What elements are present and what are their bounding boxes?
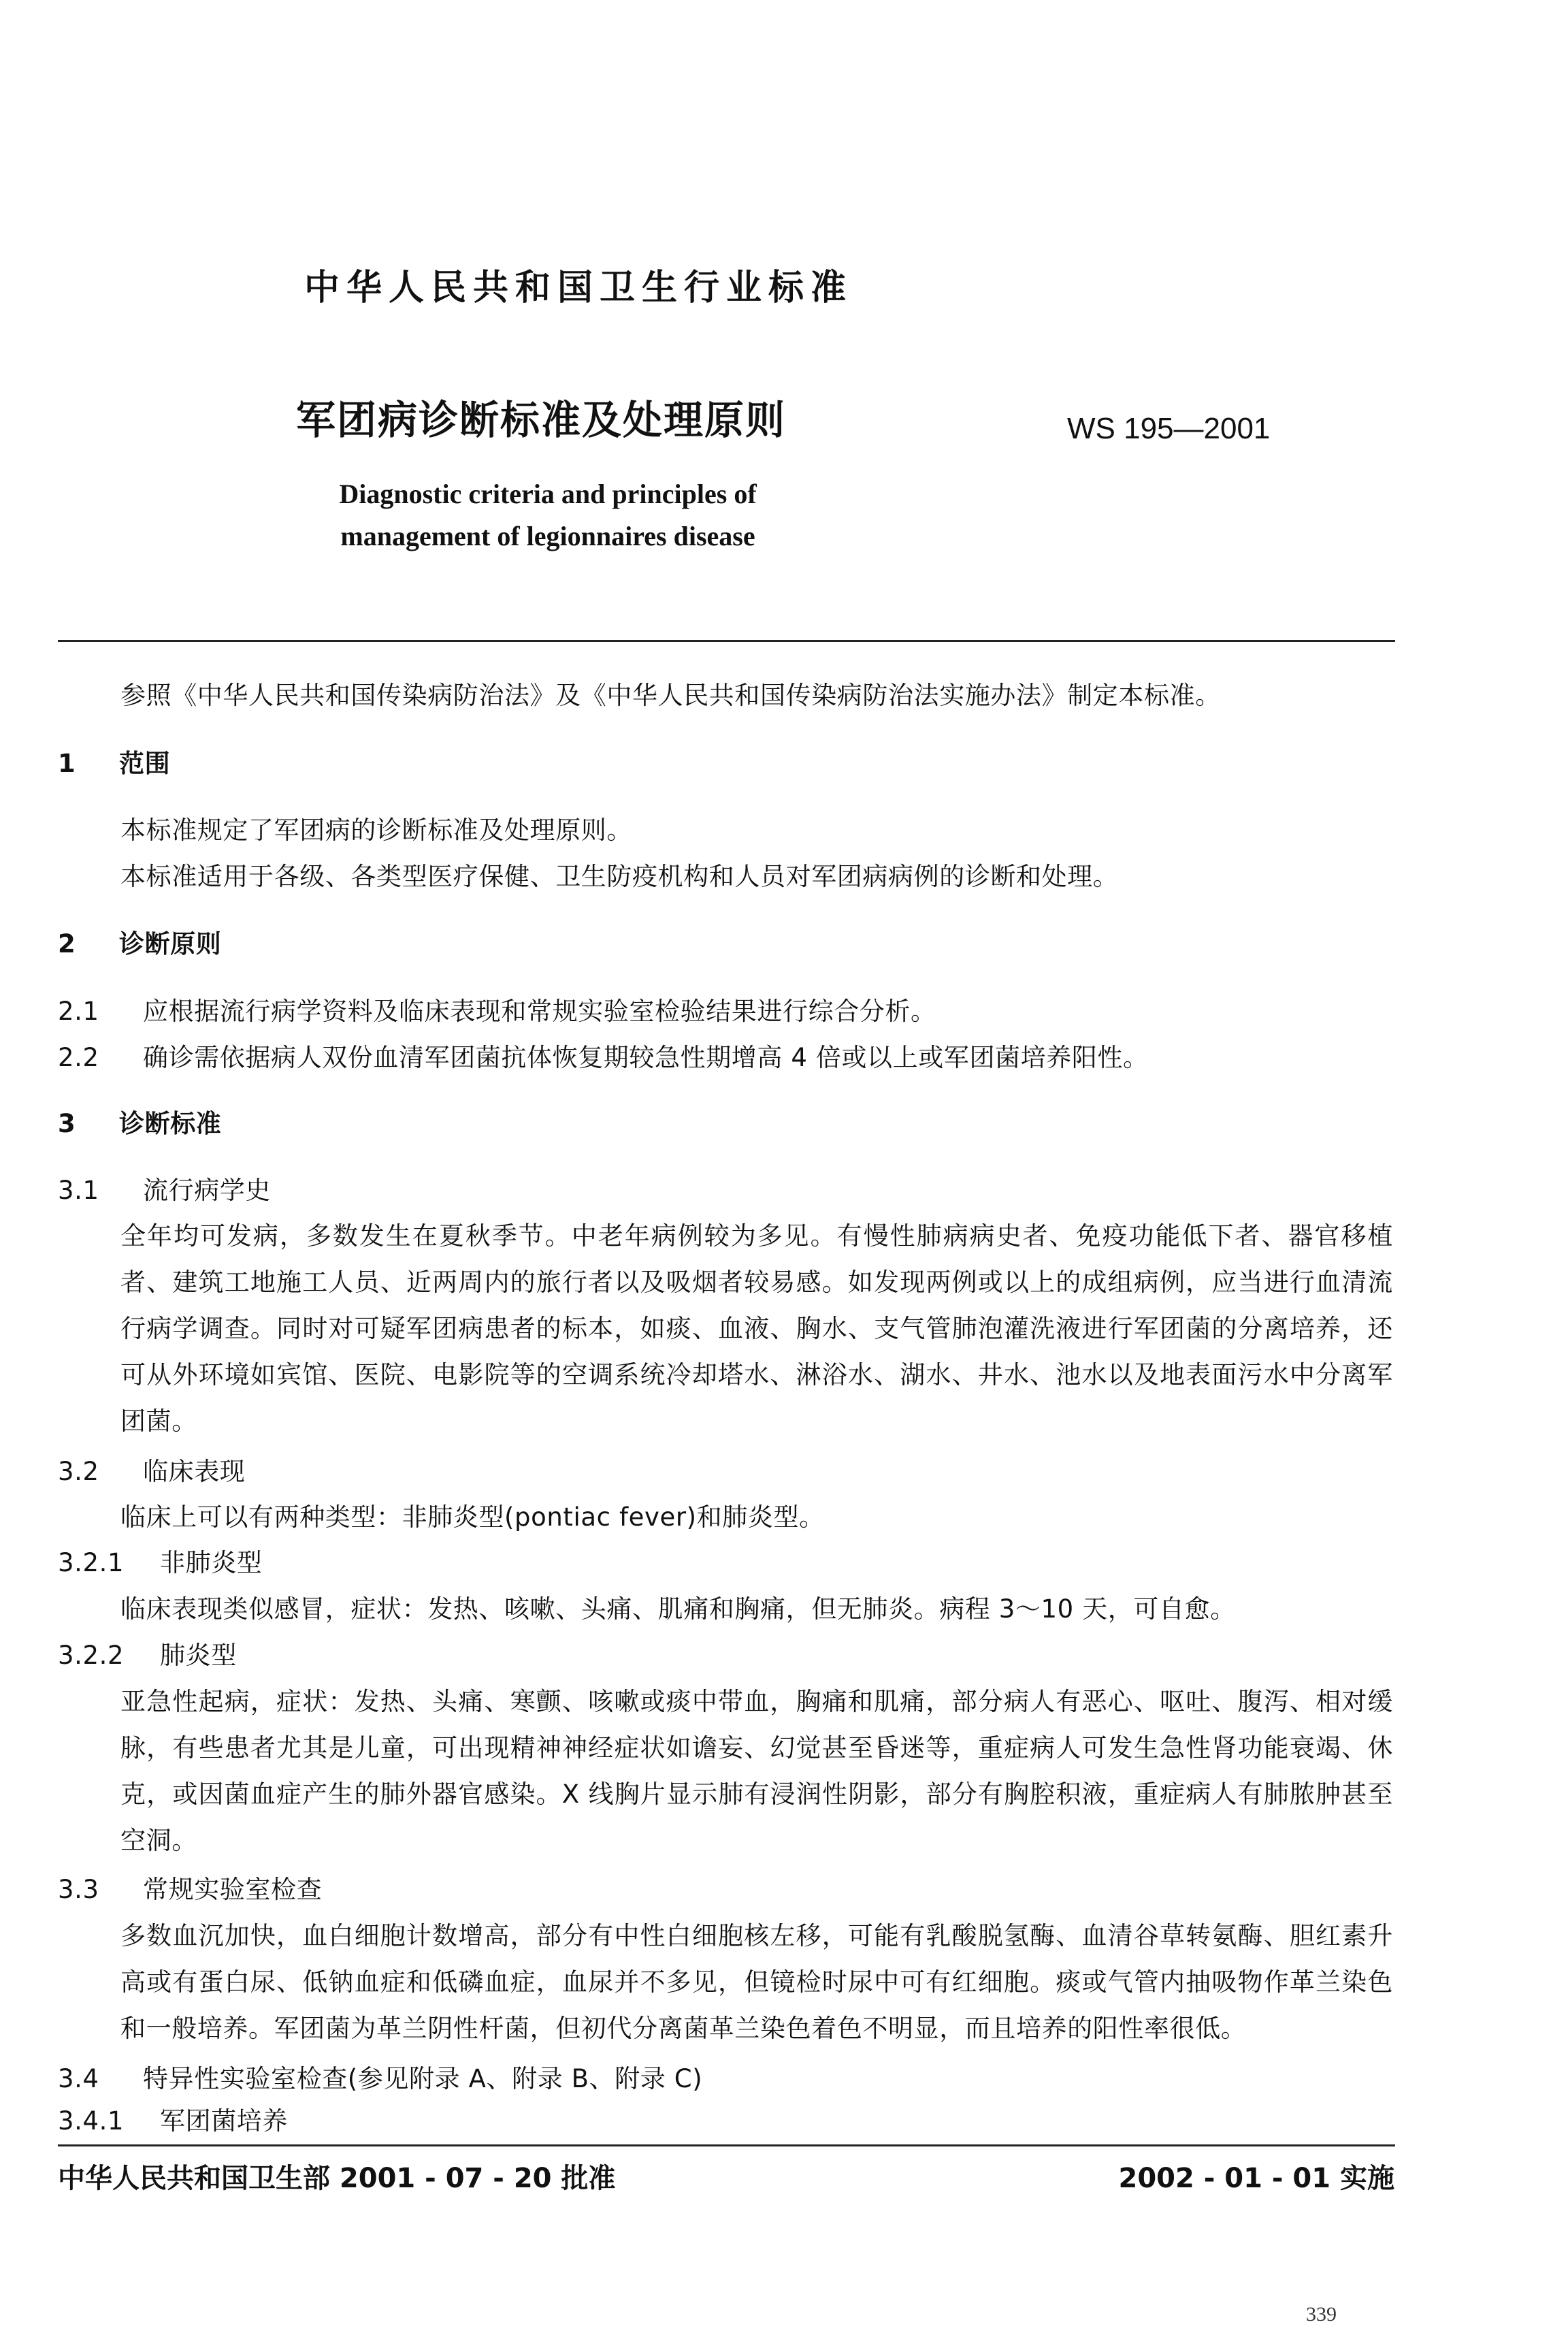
footer-divider	[58, 2144, 1395, 2146]
clause-3-2-2-heading	[58, 1632, 237, 1679]
clause-3-2-2-text: 亚急性起病，症状：发热、头痛、寒颤、咳嗽或痰中带血，胸痛和肌痛，部分病人有恶心、呕吐、腹泻、相对缓脉，有些患者尤其是儿童，可出现精神神经症状如谵妄、幻觉甚至昏迷等，重症病人可发生急性肾功能衰竭、休克，或因菌血症产生的肺外器官感染。X 线胸片显示肺有浸润性阴影，部分有胸腔积液，重症病人有肺脓肿甚至空洞。	[120, 1687, 1393, 1855]
document-title: 军团病诊断标准及处理原则	[296, 397, 787, 443]
clause-number: 2.1	[58, 997, 99, 1026]
clause-number: 3.3	[58, 1875, 99, 1904]
section-1-heading	[58, 741, 170, 787]
standard-category: 中华人民共和国卫生行业标准	[304, 268, 853, 308]
clause-number: 3.4	[58, 2064, 99, 2093]
clause-3-3-heading	[58, 1867, 322, 1913]
clause-number: 3.2.1	[58, 1548, 125, 1577]
section-3-heading	[58, 1101, 221, 1147]
foreword: 参照《中华人民共和国传染病防治法》及《中华人民共和国传染病防治法实施办法》制定本标准。	[120, 681, 1221, 710]
section-number: 3	[58, 1109, 76, 1138]
clause-text: 确诊需依据病人双份血清军团菌抗体恢复期较急性期增高 4 倍或以上或军团菌培养阳性。	[143, 1043, 1149, 1072]
section-number: 1	[58, 749, 76, 778]
english-title	[0, 473, 1096, 558]
clause-number: 3.1	[58, 1176, 99, 1205]
clause-number: 3.4.1	[58, 2106, 125, 2136]
clause-3-2-text: 临床上可以有两种类型：非肺炎型(pontiac fever)和肺炎型。	[120, 1502, 825, 1532]
effective-date: 2002 - 01 - 01 实施	[1118, 2163, 1394, 2194]
page-number: 339	[1306, 2303, 1337, 2326]
approval-line: 中华人民共和国卫生部 2001 - 07 - 20 批准	[58, 2163, 616, 2194]
clause-3-2-1-text: 临床表现类似感冒，症状：发热、咳嗽、头痛、肌痛和胸痛，但无肺炎。病程 3～10 天，可自愈。	[120, 1594, 1236, 1624]
clause-title: 特异性实验室检查(参见附录 A、附录 B、附录 C)	[143, 2064, 703, 2093]
clause-3-3-text: 多数血沉加快，血白细胞计数增高，部分有中性白细胞核左移，可能有乳酸脱氢酶、血清谷草转氨酶、胆红素升高或有蛋白尿、低钠血症和低磷血症，血尿并不多见，但镜检时尿中可有红细胞。痰或气管内抽吸物作革兰染色和一般培养。军团菌为革兰阴性杆菌，但初代分离菌革兰染色着色不明显，而且培养的阳性率很低。	[120, 1921, 1393, 2043]
section-1-para-2: 本标准适用于各级、各类型医疗保健、卫生防疫机构和人员对军团病病例的诊断和处理。	[120, 862, 1119, 891]
section-1-para-1: 本标准规定了军团病的诊断标准及处理原则。	[120, 816, 632, 845]
clause-title: 流行病学史	[143, 1176, 271, 1205]
section-title: 诊断标准	[119, 1109, 222, 1138]
clause-number: 3.2	[58, 1457, 99, 1486]
section-number: 2	[58, 929, 76, 959]
clause-number: 2.2	[58, 1043, 99, 1072]
clause-number: 3.2.2	[58, 1641, 125, 1670]
clause-title: 肺炎型	[160, 1641, 237, 1670]
clause-title: 非肺炎型	[160, 1548, 263, 1577]
clause-3-4-heading	[58, 2056, 702, 2102]
header-divider	[58, 640, 1395, 642]
english-title-line-1: Diagnostic criteria and principles of	[339, 479, 757, 509]
clause-3-2-1-heading	[58, 1540, 262, 1586]
clause-title: 常规实验室检查	[143, 1875, 323, 1904]
clause-title: 临床表现	[143, 1457, 246, 1486]
clause-3-4-1-heading	[58, 2098, 288, 2144]
section-2-heading	[58, 921, 221, 967]
clause-2-2	[58, 1035, 1149, 1081]
section-title: 诊断原则	[119, 929, 222, 959]
clause-3-1-heading	[58, 1168, 271, 1214]
clause-title: 军团菌培养	[160, 2106, 288, 2136]
standard-code: WS 195—2001	[1067, 412, 1271, 445]
clause-2-1	[58, 988, 936, 1035]
clause-3-2-heading	[58, 1449, 245, 1495]
section-title: 范围	[119, 749, 171, 778]
english-title-line-2: management of legionnaires disease	[340, 521, 755, 551]
clause-3-1-text: 全年均可发病，多数发生在夏秋季节。中老年病例较为多见。有慢性肺病病史者、免疫功能低下者、器官移植者、建筑工地施工人员、近两周内的旅行者以及吸烟者较易感。如发现两例或以上的成组病例，应当进行血清流行病学调查。同时对可疑军团病患者的标本，如痰、血液、胸水、支气管肺泡灌洗液进行军团菌的分离培养，还可从外环境如宾馆、医院、电影院等的空调系统冷却塔水、淋浴水、湖水、井水、池水以及地表面污水中分离军团菌。	[120, 1221, 1393, 1436]
clause-text: 应根据流行病学资料及临床表现和常规实验室检验结果进行综合分析。	[143, 997, 936, 1026]
